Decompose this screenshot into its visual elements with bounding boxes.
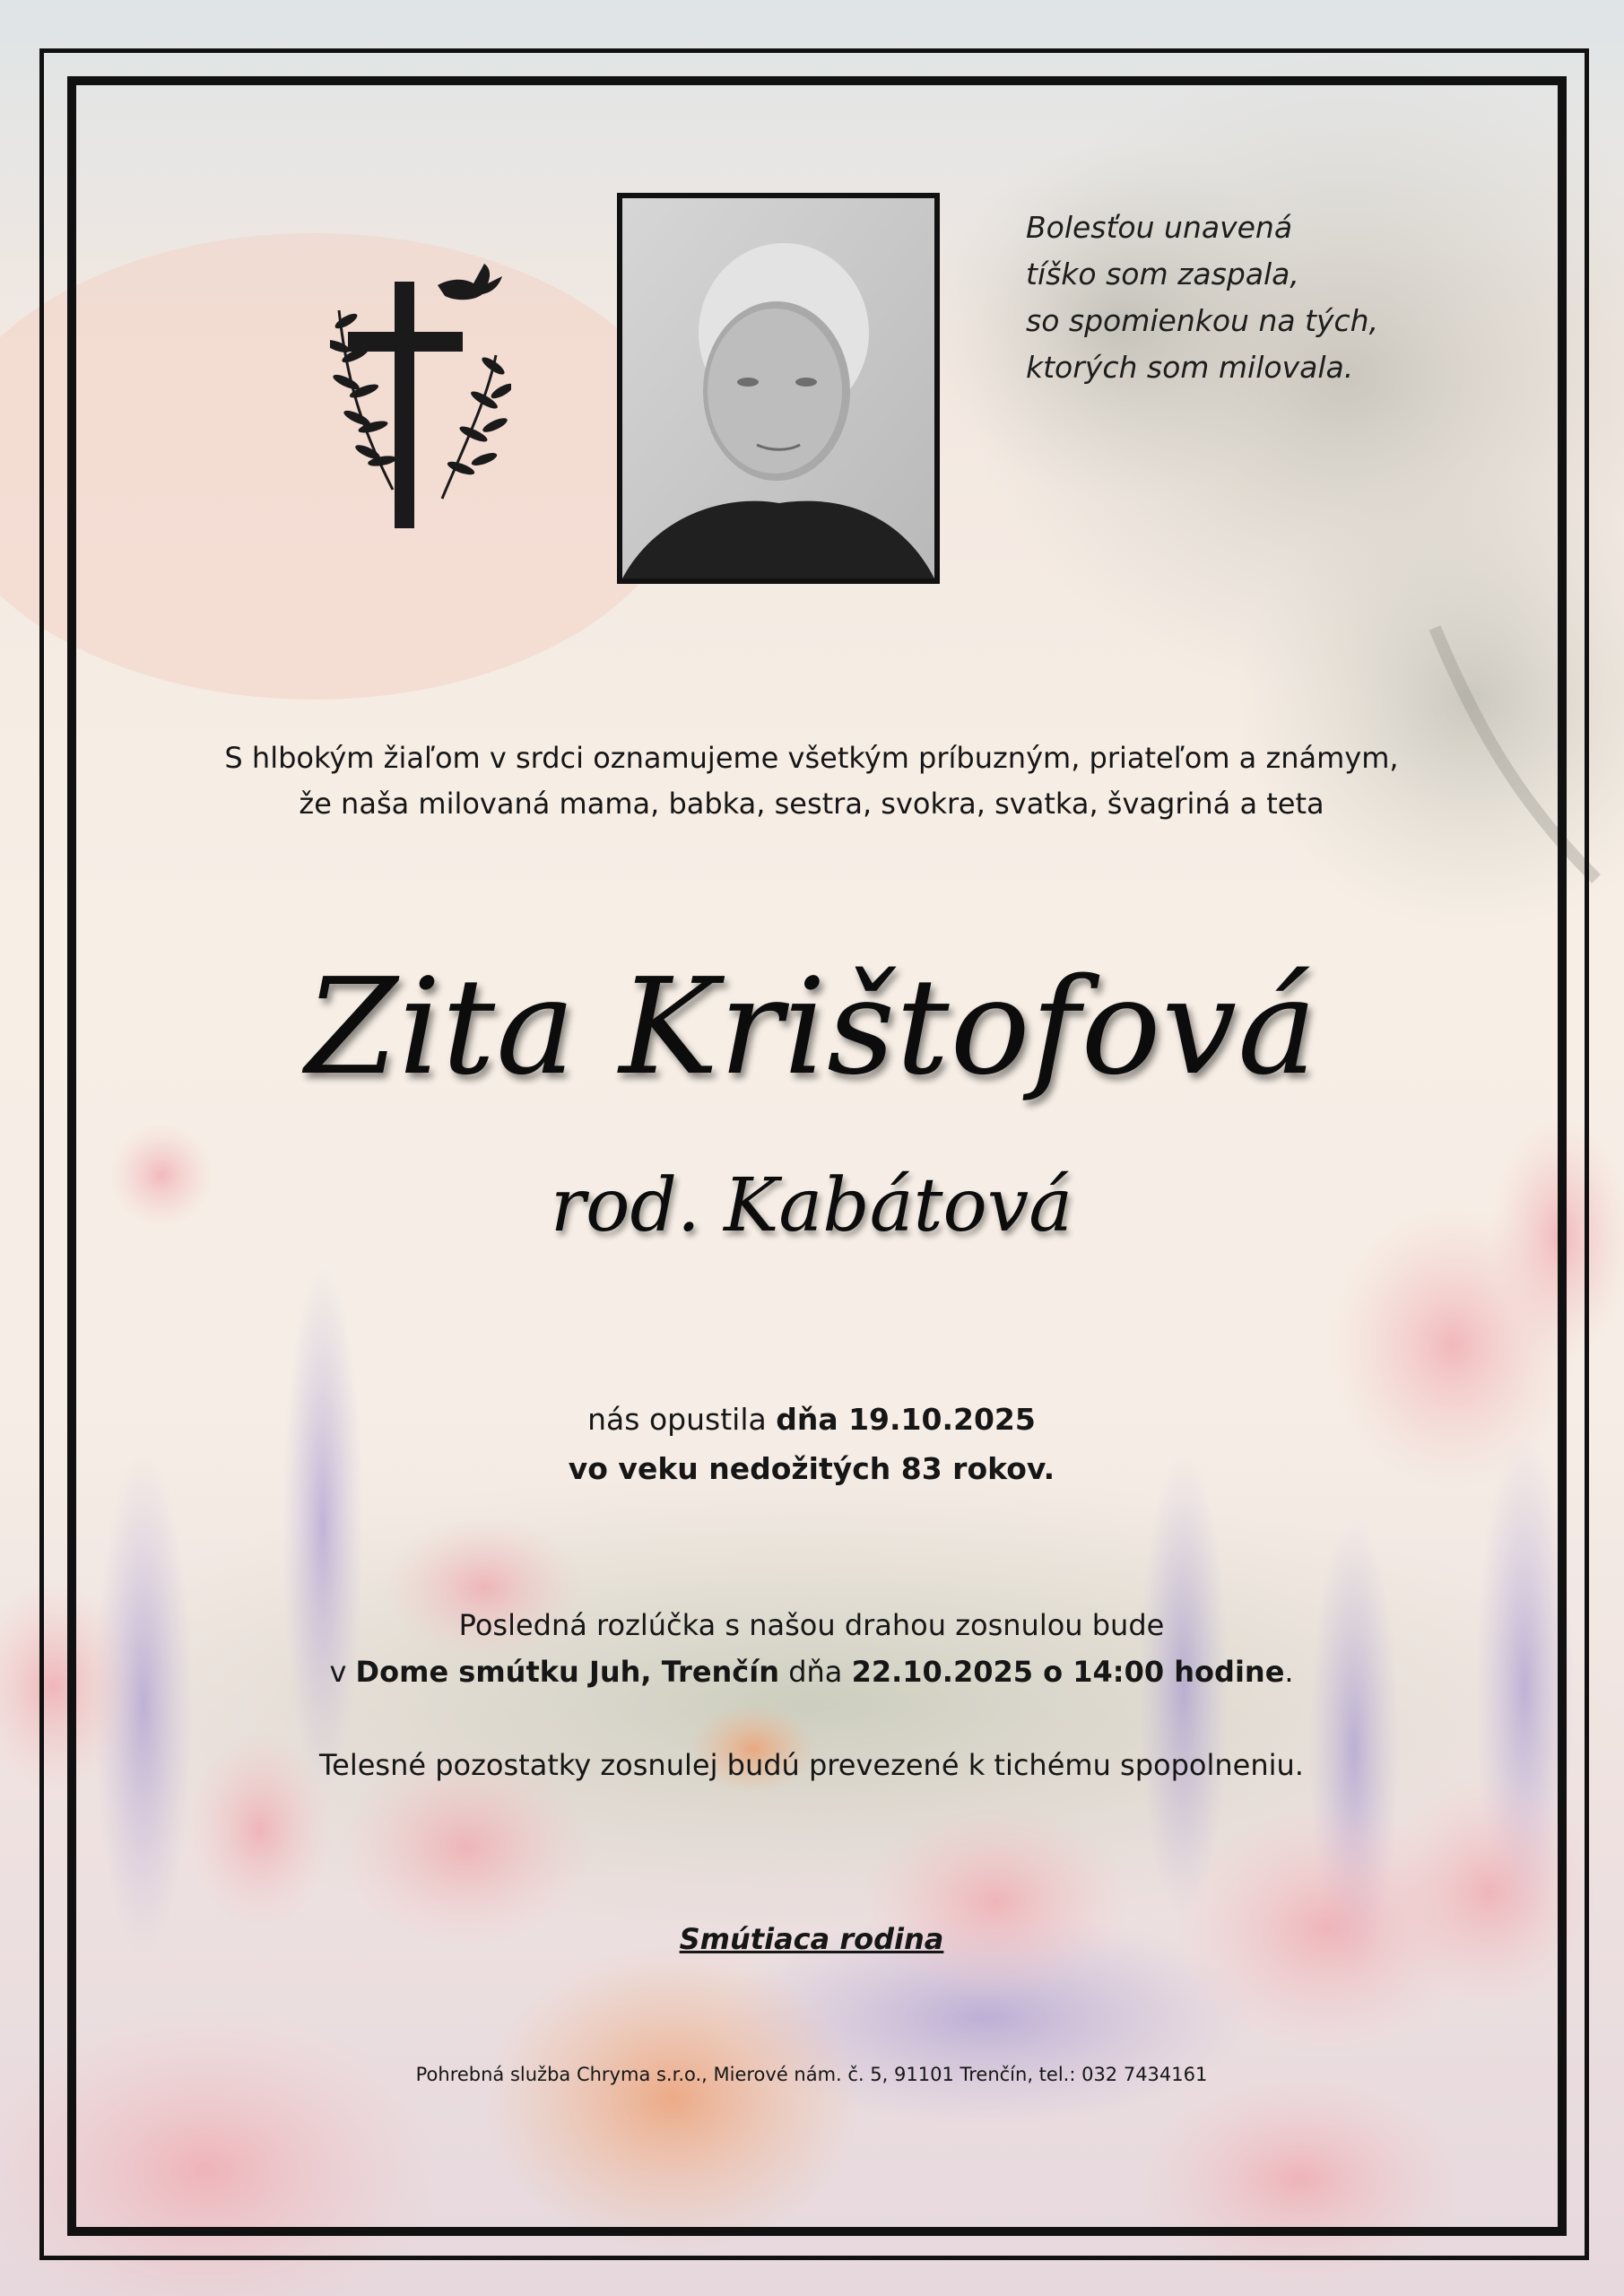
- poem-line: tíško som zaspala,: [1026, 257, 1299, 291]
- announcement-line: S hlbokým žiaľom v srdci oznamujeme všetkým príbuzným, priateľom a známym,: [224, 741, 1399, 775]
- funeral-end: .: [1284, 1655, 1294, 1689]
- funeral-place: Dome smútku Juh, Trenčín: [355, 1655, 780, 1689]
- signature: Smútiaca rodina: [679, 1922, 944, 1956]
- poem-line: ktorých som milovala.: [1026, 350, 1354, 385]
- funeral-mid: dňa: [779, 1655, 852, 1689]
- death-info: [72, 1395, 1551, 1493]
- death-date: dňa 19.10.2025: [776, 1402, 1036, 1437]
- cremation-note: Telesné pozostatky zosnulej budú prevezené k tichému spopolneniu.: [319, 1748, 1304, 1782]
- announcement: [72, 735, 1551, 827]
- death-date-line: [72, 1395, 1551, 1444]
- deceased-name: Zita Krištofová: [305, 950, 1318, 1104]
- maiden-name: rod. Kabátová: [550, 1163, 1073, 1248]
- funeral-info: [72, 1602, 1551, 1695]
- cross-icon: [330, 257, 511, 530]
- poem: [1026, 204, 1492, 391]
- portrait-photo: [617, 193, 940, 584]
- funeral-v: v: [329, 1655, 356, 1689]
- age: vo veku nedožitých 83 rokov.: [568, 1451, 1055, 1486]
- funeral-service-footer: Pohrebná služba Chryma s.r.o., Mierové nám. č. 5, 91101 Trenčín, tel.: 032 7434161: [415, 2064, 1208, 2085]
- dove-icon: [438, 264, 502, 300]
- death-prefix: nás opustila: [587, 1402, 777, 1437]
- funeral-datetime: 22.10.2025 o 14:00 hodine: [851, 1655, 1285, 1689]
- funeral-line: Posledná rozlúčka s našou drahou zosnulou bude: [458, 1608, 1165, 1642]
- poem-line: Bolesťou unavená: [1026, 210, 1293, 245]
- poem-line: so spomienkou na tých,: [1026, 303, 1379, 338]
- age-line: [72, 1444, 1551, 1493]
- funeral-place-line: [72, 1648, 1551, 1695]
- announcement-line: že naša milovaná mama, babka, sestra, svokra, svatka, švagriná a teta: [299, 787, 1324, 821]
